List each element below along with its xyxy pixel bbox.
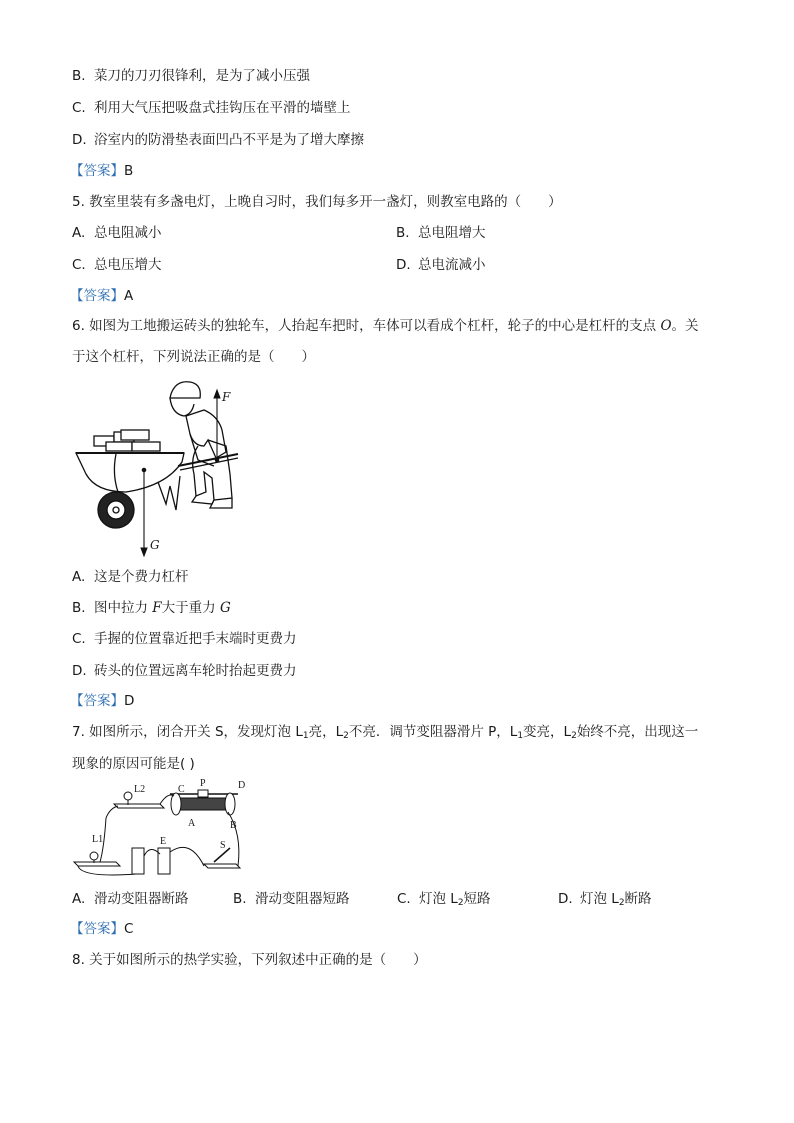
- option-text: 菜刀的刀刃很锋利，是为了减小压强: [94, 68, 310, 84]
- label-s: S: [220, 840, 226, 851]
- q7-stem-line1: [72, 723, 698, 745]
- option-label: D.: [72, 132, 87, 148]
- option-text: 总电流减小: [418, 257, 486, 273]
- option-text: 手握的位置靠近把手末端时更费力: [94, 631, 297, 647]
- label-p: P: [200, 778, 206, 789]
- q5-option-a: [72, 224, 162, 242]
- answer-tag: 【答案】: [70, 288, 124, 304]
- stem-text: 7. 如图所示，闭合开关 S，发现灯泡 L: [72, 724, 303, 740]
- q6-option-a: [72, 568, 189, 586]
- q4-answer: [70, 162, 133, 180]
- q5-option-c: [72, 256, 162, 274]
- q5-option-b: [396, 224, 486, 242]
- stem-text: 始终不亮，出现这一: [576, 724, 699, 740]
- q6-stem-line1: [72, 317, 699, 335]
- option-text: 滑动变阻器短路: [255, 891, 350, 907]
- label-c: C: [178, 784, 185, 795]
- circuit-figure: [70, 778, 250, 878]
- subscript: 1: [302, 731, 309, 741]
- option-label: A.: [72, 891, 86, 907]
- option-text: 短路: [463, 891, 491, 907]
- subscript: 2: [343, 731, 349, 741]
- fulcrum-variable: O: [660, 318, 672, 334]
- q6-option-b: [72, 599, 231, 617]
- q7-option-b: [233, 890, 350, 908]
- label-l2: L2: [134, 784, 146, 795]
- option-label: A.: [72, 225, 86, 241]
- q4-option-c: [72, 99, 351, 117]
- option-text: 断路: [624, 891, 652, 907]
- option-label: C.: [72, 631, 86, 647]
- answer-tag: 【答案】: [70, 921, 124, 937]
- q7-answer: [70, 920, 133, 938]
- subscript: 1: [517, 731, 524, 741]
- stem-text: 不亮．调节变阻器滑片 P，L: [348, 724, 518, 740]
- option-text: 滑动变阻器断路: [94, 891, 189, 907]
- q4-option-d: [72, 131, 364, 149]
- q6-option-c: [72, 630, 297, 648]
- answer-value: A: [124, 288, 134, 304]
- subscript: 2: [457, 898, 464, 908]
- q6-stem-line2: 于这个杠杆，下列说法正确的是（ ）: [72, 349, 315, 365]
- option-label: A.: [72, 569, 86, 585]
- q7-option-c: [397, 890, 491, 912]
- option-label: B.: [72, 68, 86, 84]
- option-label: B.: [72, 600, 86, 616]
- label-d: D: [238, 780, 246, 791]
- force-label: F: [222, 390, 231, 404]
- option-label: D.: [72, 663, 87, 679]
- option-text: 利用大气压把吸盘式挂钩压在平滑的墙壁上: [94, 100, 351, 116]
- option-label: B.: [233, 891, 247, 907]
- q6-answer: [70, 692, 134, 710]
- option-text: 大于重力: [161, 600, 220, 616]
- option-text: 灯泡 L: [419, 891, 458, 907]
- q6-option-d: [72, 662, 297, 680]
- q7-option-a: [72, 890, 189, 908]
- label-a: A: [188, 818, 196, 829]
- option-label: C.: [72, 257, 86, 273]
- q5-answer: [70, 287, 133, 305]
- q7-option-d: [558, 890, 652, 912]
- stem-text: 变亮，L: [523, 724, 572, 740]
- option-text: 总电阻增大: [418, 225, 486, 241]
- q4-option-b: [72, 67, 310, 85]
- option-text: 砖头的位置远离车轮时抬起更费力: [94, 663, 297, 679]
- q7-stem-line2: 现象的原因可能是( ): [72, 756, 195, 772]
- option-label: C.: [72, 100, 86, 116]
- wheelbarrow-figure: [66, 374, 256, 560]
- answer-value: C: [124, 921, 134, 937]
- q5-stem: 5. 教室里装有多盏电灯，上晚自习时，我们每多开一盏灯，则教室电路的（ ）: [72, 194, 562, 210]
- subscript: 2: [618, 898, 625, 908]
- label-b: B: [230, 820, 237, 831]
- label-e: E: [160, 836, 167, 847]
- label-l1: L1: [92, 834, 104, 845]
- circuit-illustration: [70, 778, 250, 878]
- option-text: 这是个费力杠杆: [94, 569, 189, 585]
- q8-stem: 8. 关于如图所示的热学实验，下列叙述中正确的是（ ）: [72, 952, 427, 968]
- stem-text: 。关: [671, 318, 699, 334]
- option-label: B.: [396, 225, 410, 241]
- answer-value: B: [124, 163, 134, 179]
- answer-tag: 【答案】: [70, 693, 124, 709]
- stem-text: 6. 如图为工地搬运砖头的独轮车，人抬起车把时，车体可以看成个杠杆，轮子的中心是杠杆的支点: [72, 318, 657, 334]
- answer-tag: 【答案】: [70, 163, 124, 179]
- option-label: D.: [396, 257, 411, 273]
- option-label: D.: [558, 891, 573, 907]
- option-text: 总电阻减小: [94, 225, 162, 241]
- variable-g: G: [219, 600, 231, 616]
- option-text: 灯泡 L: [580, 891, 619, 907]
- answer-value: D: [124, 693, 135, 709]
- variable-f: F: [152, 600, 162, 616]
- option-label: C.: [397, 891, 411, 907]
- gravity-label: G: [150, 538, 160, 552]
- subscript: 2: [571, 731, 577, 741]
- q5-option-d: [396, 256, 486, 274]
- option-text: 浴室内的防滑垫表面凹凸不平是为了增大摩擦: [94, 132, 364, 148]
- option-text: 图中拉力: [94, 600, 153, 616]
- stem-text: 亮，L: [308, 724, 344, 740]
- option-text: 总电压增大: [94, 257, 162, 273]
